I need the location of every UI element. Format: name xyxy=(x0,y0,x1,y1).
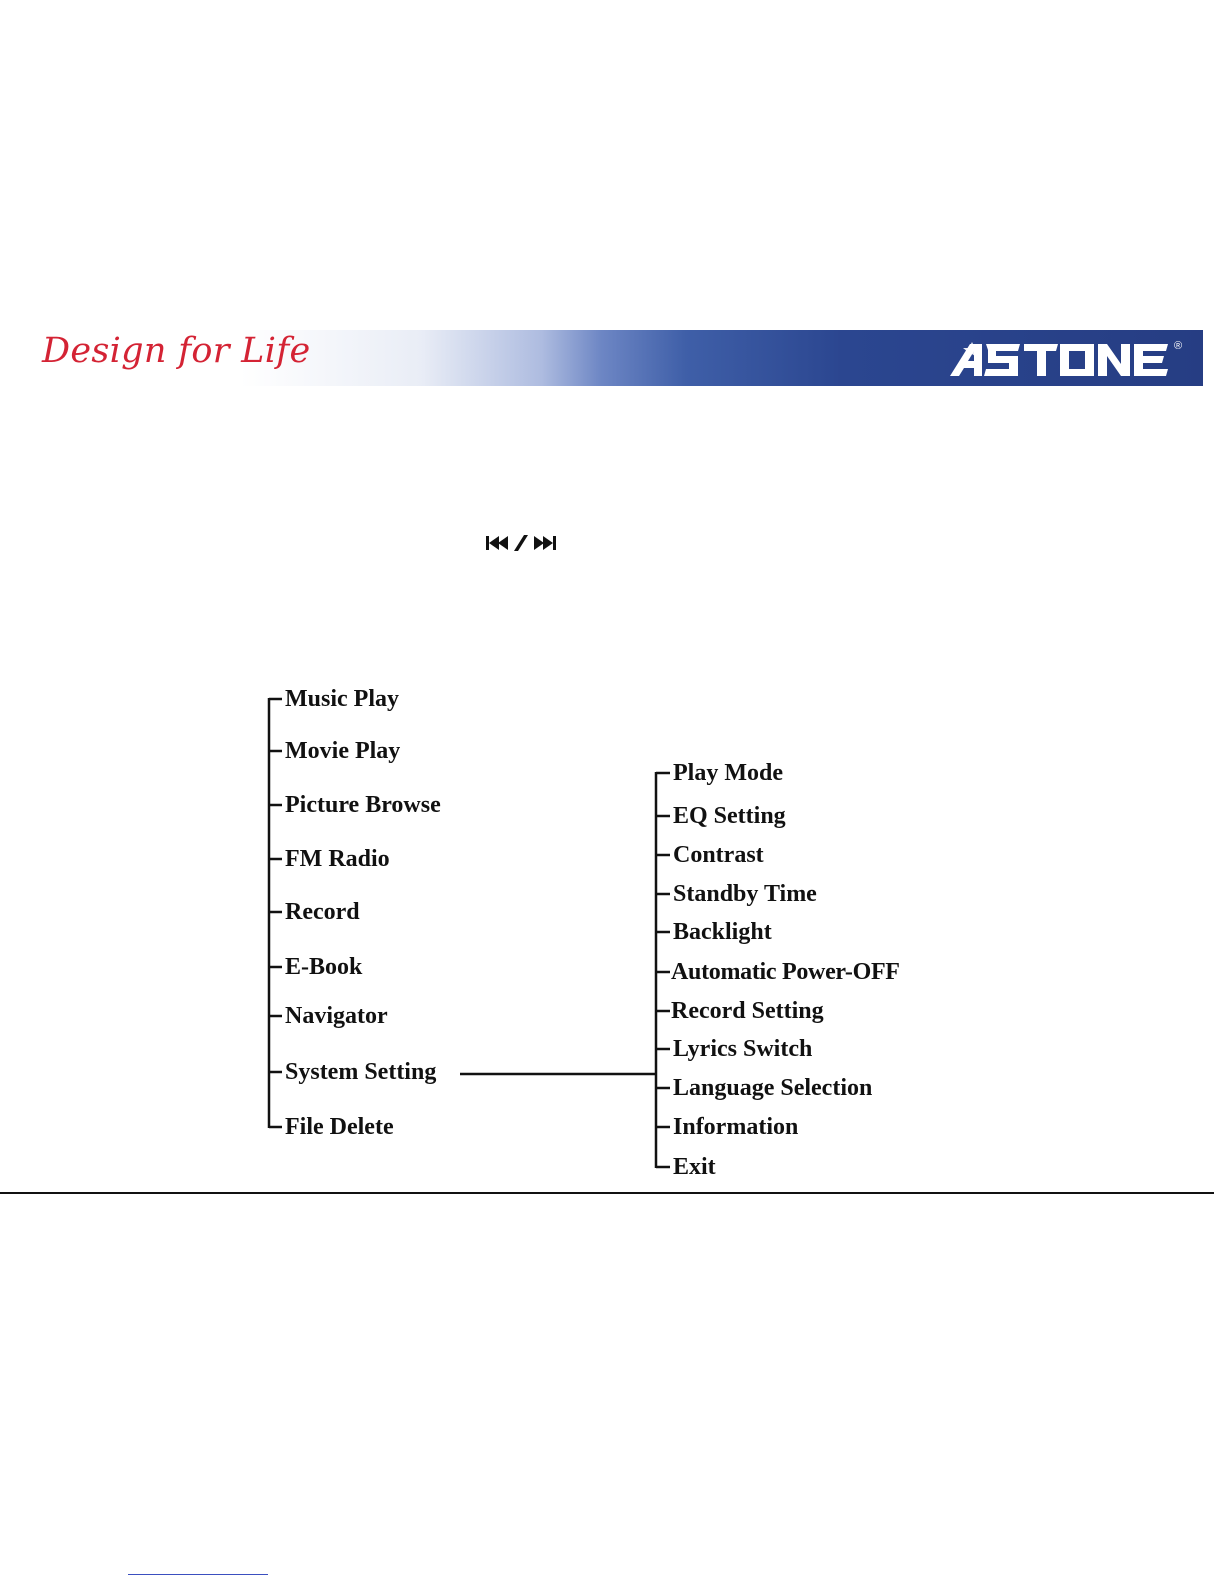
submenu-item-contrast: Contrast xyxy=(673,842,764,868)
submenu-item-backlight: Backlight xyxy=(673,919,772,945)
menu-item-system-setting: System Setting xyxy=(285,1059,437,1085)
submenu-item-standby-time: Standby Time xyxy=(673,881,817,907)
submenu-item-eq-setting: EQ Setting xyxy=(673,803,786,829)
registered-mark: ® xyxy=(1174,340,1183,352)
menu-item-e-book: E-Book xyxy=(285,954,363,980)
submenu-item-lyrics-switch: Lyrics Switch xyxy=(673,1036,813,1062)
submenu-item-information: Information xyxy=(673,1114,799,1140)
menu-item-record: Record xyxy=(285,899,360,925)
footer-link-underline xyxy=(128,1574,268,1575)
menu-item-navigator: Navigator xyxy=(285,1003,388,1029)
submenu-item-exit: Exit xyxy=(673,1154,716,1180)
submenu-item-record-setting: Record Setting xyxy=(671,998,824,1024)
menu-item-movie-play: Movie Play xyxy=(285,738,401,764)
page-divider xyxy=(0,1192,1214,1194)
menu-item-music-play: Music Play xyxy=(285,686,399,712)
submenu-item-language-selection: Language Selection xyxy=(673,1075,873,1101)
menu-item-picture-browse: Picture Browse xyxy=(285,792,441,818)
submenu-item-automatic-power-off: Automatic Power-OFF xyxy=(671,959,900,985)
menu-item-fm-radio: FM Radio xyxy=(285,846,390,872)
menu-item-file-delete: File Delete xyxy=(285,1114,394,1140)
tagline: Design for Life xyxy=(42,331,311,371)
submenu-item-play-mode: Play Mode xyxy=(673,760,783,786)
